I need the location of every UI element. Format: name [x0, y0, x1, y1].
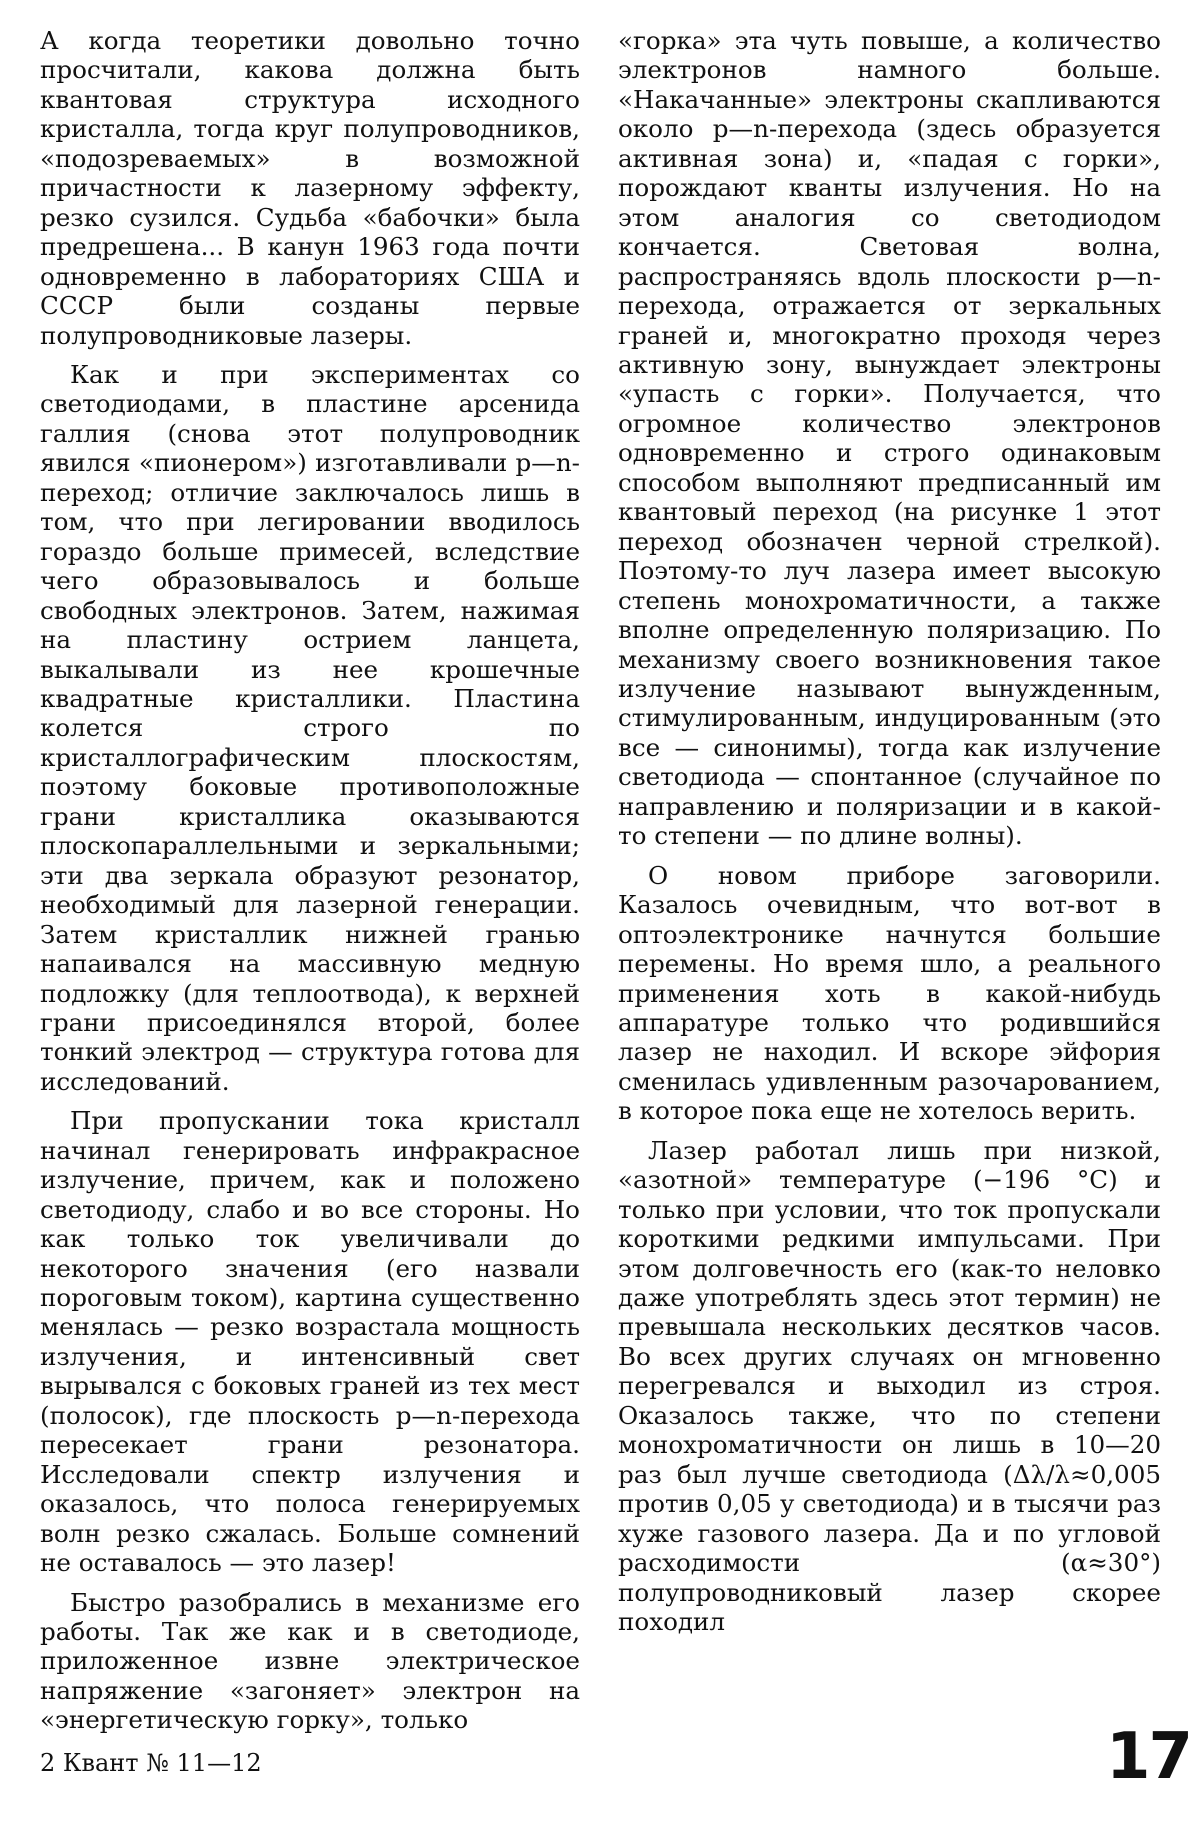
page-number: 17: [1106, 1720, 1192, 1794]
paragraph: О новом приборе заговорили. Казалось очевидным, что вот-вот в оптоэлектронике начнутся большие перемены. Но время шло, а реального применения хоть в какой-нибудь аппаратуре только что родившийся лазер не находил. И вскоре эйфория сменилась удивленным разочарованием, в которое пока еще не хотелось верить.: [618, 860, 1161, 1126]
paragraph: А когда теоретики довольно точно просчитали, какова должна быть квантовая структура исходного кристалла, тогда круг полупроводников, «подозреваемых» в возможной причастности к лазерному эффекту, резко сузился. Судьба «бабочки» была предрешена... В канун 1963 года почти одновременно в лабораториях США и СССР были созданы первые полупроводниковые лазеры.: [40, 26, 580, 350]
signature-mark: 2 Квант № 11—12: [40, 1749, 262, 1777]
left-column: [40, 26, 580, 1735]
paragraph: Быстро разобрались в механизме его работы. Так же как и в светодиоде, приложенное извне электрическое напряжение «загоняет» электрон на «энергетическую горку», только: [40, 1587, 580, 1735]
right-column: [618, 26, 1161, 1636]
paragraph: Как и при экспериментах со светодиодами, в пластине арсенида галлия (снова этот полупроводник явился «пионером») изготавливали p—n-переход; отличие заключалось лишь в том, что при легировании вводилось гораздо больше примесей, вследствие чего образовывалось и больше свободных электронов. Затем, нажимая на пластину острием ланцета, выкалывали из нее крошечные квадратные кристаллики. Пластина колется строго по кристаллографическим плоскостям, поэтому боковые противоположные грани кристаллика оказываются плоскопараллельными и зеркальными; эти два зеркала образуют резонатор, необходимый для лазерной генерации. Затем кристаллик нижней гранью напаивался на массивную медную подложку (для теплоотвода), к верхней грани присоединялся второй, более тонкий электрод — структура готова для исследований.: [40, 359, 580, 1096]
paragraph: При пропускании тока кристалл начинал генерировать инфракрасное излучение, причем, как и положено светодиоду, слабо и во все стороны. Но как только ток увеличивали до некоторого значения (его назвали пороговым током), картина существенно менялась — резко возрастала мощность излучения, и интенсивный свет вырывался с боковых граней из тех мест (полосок), где плоскость p—n-перехода пересекает грани резонатора. Исследовали спектр излучения и оказалось, что полоса генерируемых волн резко сжалась. Больше сомнений не оставалось — это лазер!: [40, 1106, 580, 1578]
paragraph: «горка» эта чуть повыше, а количество электронов намного больше. «Накачанные» электроны скапливаются около p—n-перехода (здесь образуется активная зона) и, «падая с горки», порождают кванты излучения. Но на этом аналогия со светодиодом кончается. Световая волна, распространяясь вдоль плоскости p—n-перехода, отражается от зеркальных граней и, многократно проходя через активную зону, вынуждает электроны «упасть с горки». Получается, что огромное количество электронов одновременно и строго одинаковым способом выполняют предписанный им квантовый переход (на рисунке 1 этот переход обозначен черной стрелкой). Поэтому-то луч лазера имеет высокую степень монохроматичности, а также вполне определенную поляризацию. По механизму своего возникновения такое излучение называют вынужденным, стимулированным, индуцированным (это все — синонимы), тогда как излучение светодиода — спонтанное (случайное по направлению и поляризации и в какой-то степени — по длине волны).: [618, 26, 1161, 851]
paragraph: Лазер работал лишь при низкой, «азотной» температуре (−196 °С) и только при условии, что ток пропускали короткими редкими импульсами. При этом долговечность его (как-то неловко даже употреблять здесь этот термин) не превышала нескольких десятков часов. Во всех других случаях он мгновенно перегревался и выходил из строя. Оказалось также, что по степени монохроматичности он лишь в 10—20 раз был лучше светодиода (Δλ/λ≈0,005 против 0,05 у светодиода) и в тысячи раз хуже газового лазера. Да и по угловой расходимости (α≈30°) полупроводниковый лазер скорее походил: [618, 1135, 1161, 1637]
